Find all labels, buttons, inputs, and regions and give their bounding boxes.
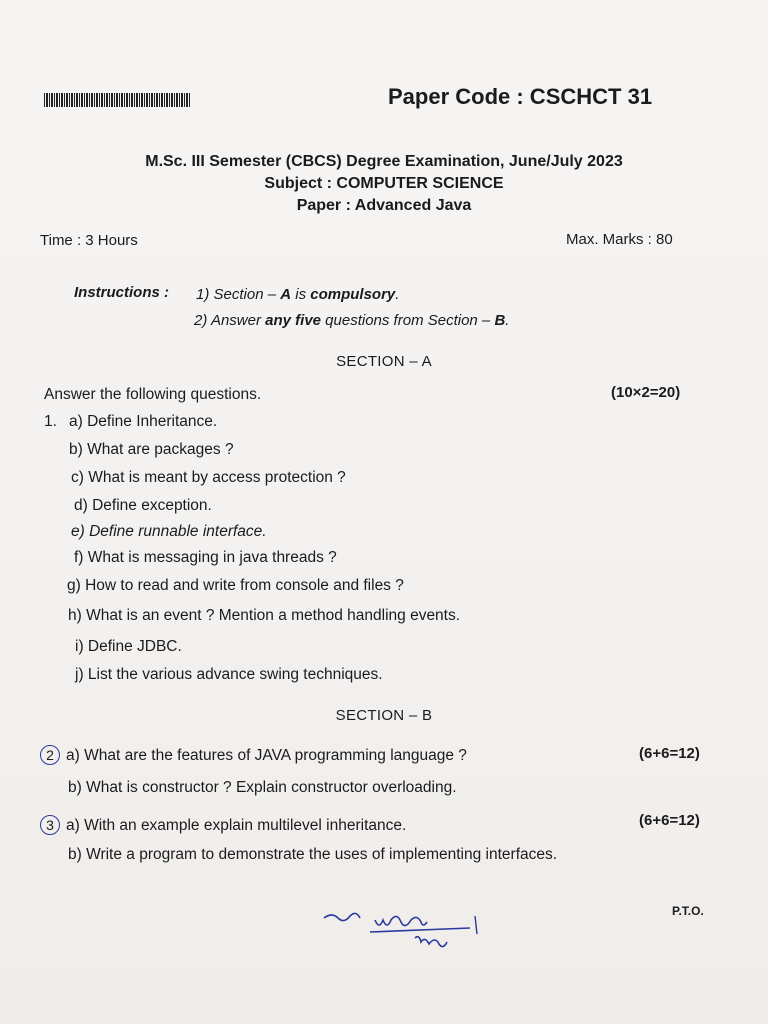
paper-name: Paper : Advanced Java [296, 197, 472, 214]
handwritten-annotation [320, 908, 500, 958]
question-1g: g) How to read and write from console and files ? [67, 577, 404, 594]
section-a-marks: (10×2=20) [611, 384, 681, 401]
section-b-title: SECTION – B [335, 707, 433, 724]
question-1h: h) What is an event ? Mention a method handling events. [68, 607, 461, 624]
question-3a: 3 a) With an example explain multilevel inheritance. [40, 815, 406, 835]
question-2a: 2 a) What are the features of JAVA programming language ? [40, 745, 467, 765]
question-1-number: 1. [44, 413, 57, 430]
question-1c: c) What is meant by access protection ? [71, 469, 346, 486]
question-2-marks: (6+6=12) [639, 745, 700, 762]
question-1d: d) Define exception. [74, 497, 212, 514]
section-a-title: SECTION – A [336, 353, 432, 370]
question-1e: e) Define runnable interface. [71, 523, 267, 540]
subject: Subject : COMPUTER SCIENCE [264, 175, 504, 192]
instruction-1: 1) Section – A is compulsory. [196, 286, 400, 303]
question-1f: f) What is messaging in java threads ? [74, 549, 337, 566]
paper-code: Paper Code : CSCHCT 31 [388, 84, 653, 109]
question-1i: i) Define JDBC. [75, 638, 182, 655]
exam-title: M.Sc. III Semester (CBCS) Degree Examination, June/July 2023 [145, 153, 623, 170]
question-2b: b) What is constructor ? Explain constructor overloading. [68, 779, 457, 796]
question-3-marks: (6+6=12) [639, 812, 700, 829]
question-3-number: 3 [40, 815, 60, 835]
question-1j: j) List the various advance swing techniques. [75, 666, 383, 683]
barcode [44, 93, 190, 107]
pto-label: P.T.O. [672, 904, 704, 918]
question-2-number: 2 [40, 745, 60, 765]
question-1b: b) What are packages ? [69, 441, 234, 458]
section-a-intro: Answer the following questions. [44, 386, 262, 403]
time: Time : 3 Hours [40, 232, 138, 249]
max-marks: Max. Marks : 80 [566, 231, 673, 248]
question-3b: b) Write a program to demonstrate the uses of implementing interfaces. [68, 846, 558, 863]
instructions-label: Instructions : [74, 284, 170, 301]
instruction-2: 2) Answer any five questions from Section – B. [194, 312, 510, 329]
question-1a: a) Define Inheritance. [69, 413, 218, 430]
